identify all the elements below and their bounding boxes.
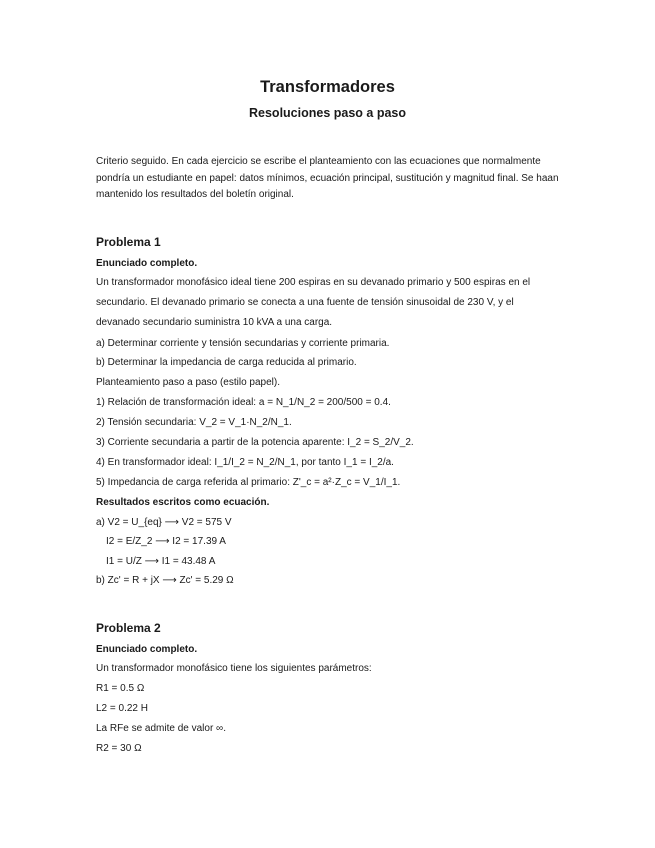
problem-1-step: 1) Relación de transformación ideal: a = N_1/N_2 = 200/500 = 0.4. <box>96 397 391 408</box>
problem-1-step: 2) Tensión secundaria: V_2 = V_1·N_2/N_1. <box>96 417 292 428</box>
problem-2-statement: Un transformador monofásico tiene los siguientes parámetros: <box>96 663 372 674</box>
problem-1-statement: Un transformador monofásico ideal tiene 200 espiras en su devanado primario y 500 espiras en el secundario. El devanado primario se conecta a una fuente de tensión sinusoidal de 230 V, y el devanado secundario suministra 10 kVA a una carga. <box>96 277 531 328</box>
problem-1-results-label: Resultados escritos como ecuación. <box>96 497 270 508</box>
problem-1-part-b: b) Determinar la impedancia de carga reducida al primario. <box>96 357 357 368</box>
problem-2-heading: Problema 2 <box>96 621 161 635</box>
problem-1-part-a: a) Determinar corriente y tensión secundarias y corriente primaria. <box>96 338 390 349</box>
problem-1-step: 4) En transformador ideal: I_1/I_2 = N_2/N_1, por tanto I_1 = I_2/a. <box>96 457 394 468</box>
problem-1-result: a) V2 = U_{eq} ⟶ V2 = 575 V <box>96 517 232 528</box>
problem-1-result: b) Zc' = R + jX ⟶ Zc' = 5.29 Ω <box>96 575 234 586</box>
intro-paragraph: Criterio seguido. En cada ejercicio se escribe el planteamiento con las ecuaciones que normalmente pondría un estudiante en papel: datos mínimos, ecuación principal, sustitución y magnitud final. Se haan mantenido los resultados del boletín original. <box>96 156 559 200</box>
problem-2-param: La RFe se admite de valor ∞. <box>96 723 226 734</box>
problem-2-param: R2 = 30 Ω <box>96 743 142 754</box>
document-subtitle: Resoluciones paso a paso <box>249 106 406 120</box>
problem-2-param: L2 = 0.22 H <box>96 703 148 714</box>
document-title: Transformadores <box>260 78 395 96</box>
problem-1-approach: Planteamiento paso a paso (estilo papel). <box>96 377 281 388</box>
problem-2-param: R1 = 0.5 Ω <box>96 683 145 694</box>
problem-1-heading: Problema 1 <box>96 235 161 249</box>
problem-2-statement-label: Enunciado completo. <box>96 644 198 655</box>
problem-1-result: I2 = E/Z_2 ⟶ I2 = 17.39 A <box>106 536 226 547</box>
problem-1-step: 5) Impedancia de carga referida al primario: Z'_c = a²·Z_c = V_1/I_1. <box>96 477 401 488</box>
problem-1-statement-label: Enunciado completo. <box>96 258 198 269</box>
problem-1-step: 3) Corriente secundaria a partir de la potencia aparente: I_2 = S_2/V_2. <box>96 437 414 448</box>
problem-1-result: I1 = U/Z ⟶ I1 = 43.48 A <box>106 556 216 567</box>
